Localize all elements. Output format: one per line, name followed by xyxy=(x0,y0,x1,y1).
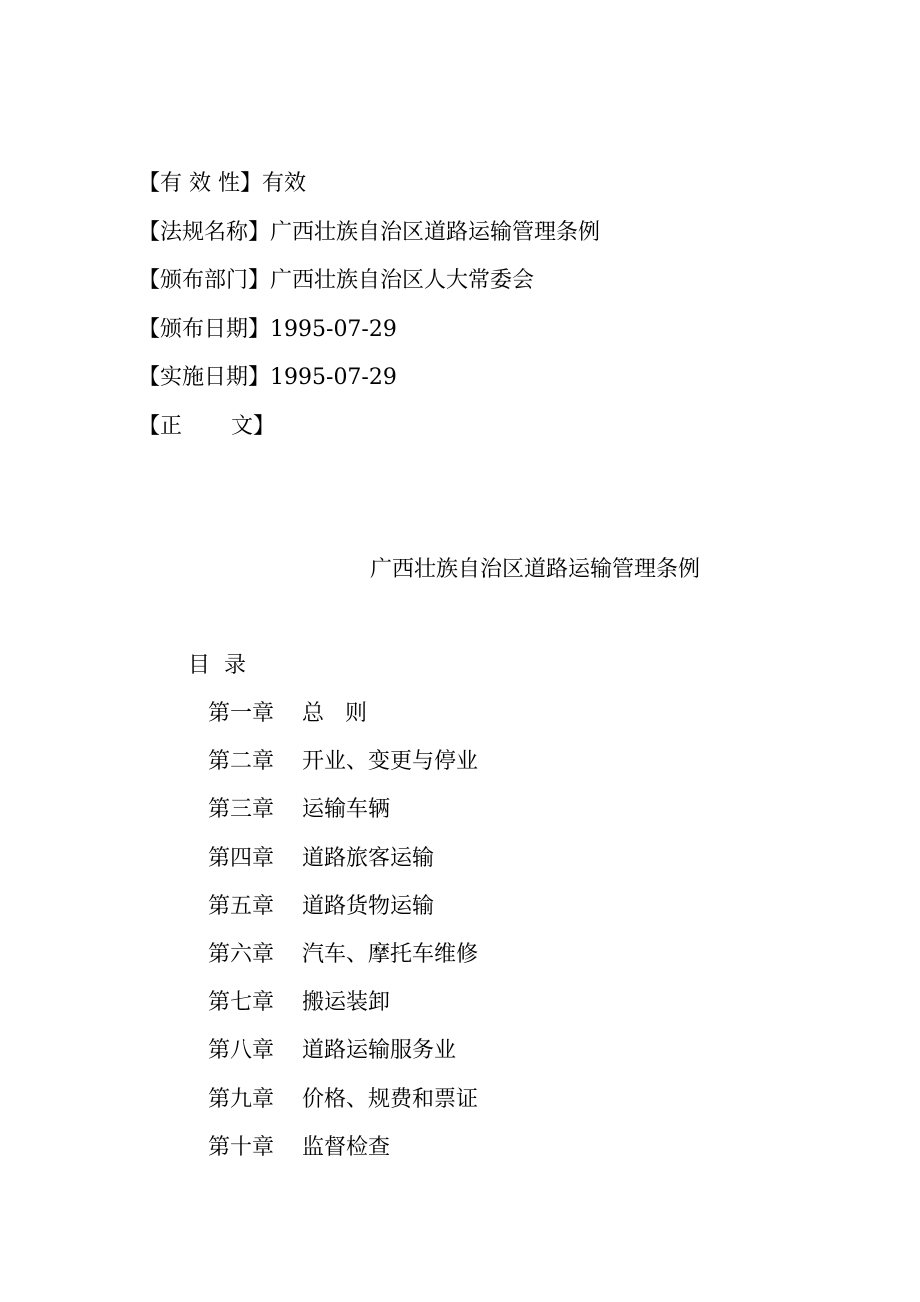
chapter-name: 道路运输服务业 xyxy=(302,1038,457,1064)
chapter-name: 开业、变更与停业 xyxy=(302,749,479,775)
meta-row-main-text xyxy=(138,409,838,458)
metadata-block xyxy=(138,166,838,457)
chapter-number: 第九章 xyxy=(208,1086,275,1112)
toc-item xyxy=(208,696,478,744)
meta-row-issuing-department xyxy=(138,263,838,312)
meta-label: 【法规名称】 xyxy=(138,219,271,245)
toc-list xyxy=(208,696,478,1178)
meta-value: 1995-07-29 xyxy=(270,365,397,390)
chapter-number: 第六章 xyxy=(208,941,275,967)
meta-value: 有效 xyxy=(262,171,307,196)
chapter-name: 汽车、摩托车维修 xyxy=(302,941,479,967)
chapter-name: 运输车辆 xyxy=(302,797,391,823)
chapter-number: 第二章 xyxy=(208,749,275,775)
meta-label: 【正 文】 xyxy=(138,413,275,439)
meta-row-regulation-name xyxy=(138,215,838,264)
toc-item xyxy=(208,1082,478,1130)
chapter-number: 第五章 xyxy=(208,893,275,919)
meta-label: 【实施日期】 xyxy=(138,365,271,390)
meta-label: 【有 效 性】 xyxy=(138,171,262,196)
chapter-number: 第一章 xyxy=(208,701,275,726)
chapter-name: 搬运装卸 xyxy=(302,990,391,1016)
meta-value: 1995-07-29 xyxy=(270,316,397,342)
chapter-number: 第十章 xyxy=(208,1134,275,1160)
chapter-name: 总 则 xyxy=(302,701,367,726)
toc-item xyxy=(208,937,478,985)
toc-item xyxy=(208,1033,478,1081)
toc-item xyxy=(208,1130,478,1178)
meta-row-issue-date xyxy=(138,312,838,361)
meta-value: 广西壮族自治区道路运输管理条例 xyxy=(270,219,601,245)
chapter-name: 价格、规费和票证 xyxy=(302,1086,479,1112)
document-title: 广西壮族自治区道路运输管理条例 xyxy=(370,557,701,582)
toc-item xyxy=(208,744,478,792)
toc-heading: 目 录 xyxy=(188,653,246,678)
meta-label: 【颁布部门】 xyxy=(138,268,271,293)
toc-item xyxy=(208,889,478,937)
meta-row-effective-date xyxy=(138,360,838,409)
chapter-number: 第四章 xyxy=(208,845,275,871)
chapter-number: 第三章 xyxy=(208,797,275,823)
chapter-name: 道路货物运输 xyxy=(302,893,435,919)
meta-value: 广西壮族自治区人大常委会 xyxy=(270,268,535,293)
chapter-number: 第八章 xyxy=(208,1038,275,1064)
toc-item xyxy=(208,792,478,840)
toc-item xyxy=(208,841,478,889)
meta-row-validity xyxy=(138,166,838,215)
chapter-number: 第七章 xyxy=(208,990,275,1016)
chapter-name: 监督检查 xyxy=(302,1134,391,1160)
meta-label: 【颁布日期】 xyxy=(138,316,271,342)
toc-item xyxy=(208,985,478,1033)
chapter-name: 道路旅客运输 xyxy=(302,845,435,871)
